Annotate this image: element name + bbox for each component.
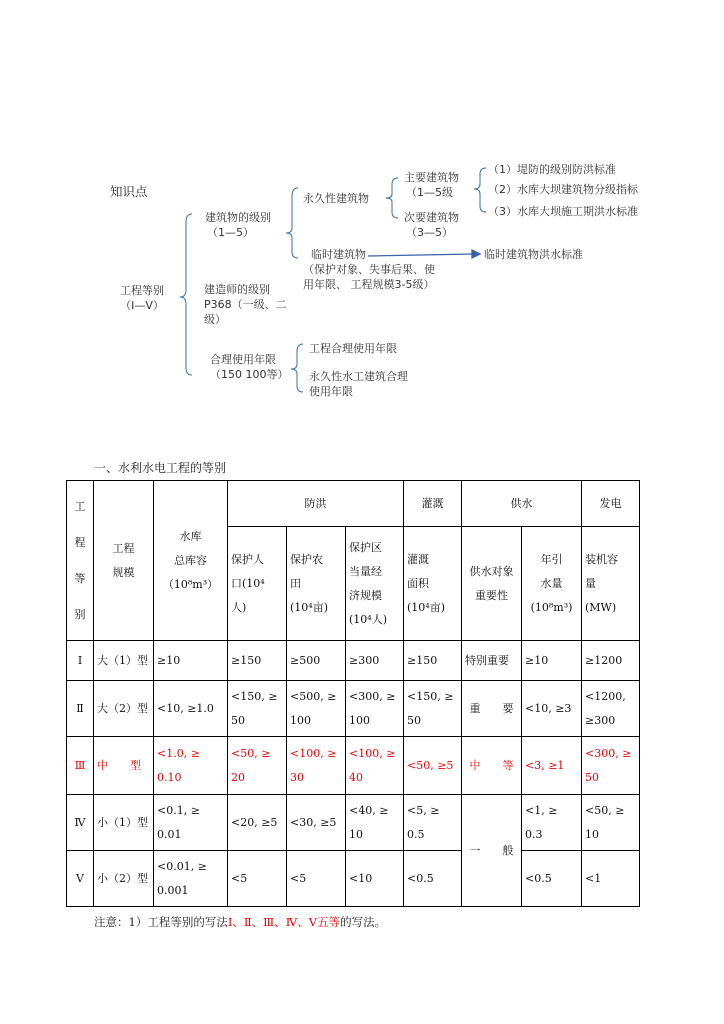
sub-irrigation-area: 灌溉 面积 (10⁴亩) — [404, 527, 462, 641]
std-item-3: （3）水库大坝施工期洪水标准 — [488, 205, 638, 218]
sub-protect-econ: 保护区 当量经 济规模 (10⁴人) — [346, 527, 404, 641]
table-row: Ⅰ 大（1）型 ≥10 ≥150 ≥500 ≥300 ≥150 特别重要 ≥10 ≥1200 — [67, 641, 640, 681]
header-reservoir: 水库 总库容 （10⁸m³） — [154, 481, 228, 641]
section-title: 一、水利水电工程的等别 — [94, 461, 227, 475]
header-scale: 工程 规模 — [94, 481, 154, 641]
sub-protect-pop: 保护人 口(10⁴ 人) — [228, 527, 287, 641]
sub-supply-object: 供水对象 重要性 — [462, 527, 522, 641]
sub-annual-water: 年引 水量 (10⁸m³) — [522, 527, 582, 641]
node-permanent-life: 永久性水工建筑合理 使用年限 — [309, 370, 408, 398]
header-grade: 工 程 等 别 — [67, 481, 94, 641]
std-item-1: （1）堤防的级别防洪标准 — [488, 163, 616, 176]
node-project-life: 工程合理使用年限 — [309, 342, 397, 355]
note-highlight: Ⅰ、Ⅱ、Ⅲ、Ⅳ、Ⅴ五等 — [227, 915, 341, 929]
node-building-grade: 建筑物的级别 （1—5） — [205, 211, 271, 239]
header-supply: 供水 — [462, 481, 582, 527]
root-node: 工程等别 （Ⅰ—Ⅴ） — [120, 284, 164, 312]
header-irrigation: 灌溉 — [404, 481, 462, 527]
table-row: Ⅴ 小（2）型 <0.01, ≥ 0.001 <5 <5 <10 <0.5 <0.5 <1 — [67, 851, 640, 907]
sub-protect-farm: 保护农 田 (10⁴亩) — [287, 527, 346, 641]
node-permanent: 永久性建筑物 — [303, 192, 369, 205]
note: 注意：1）工程等别的写法Ⅰ、Ⅱ、Ⅲ、Ⅳ、Ⅴ五等的写法。 — [94, 915, 387, 929]
header-flood: 防洪 — [228, 481, 404, 527]
table-header-row — [67, 481, 640, 527]
grade-table — [66, 480, 640, 907]
mindmap-title: 知识点 — [110, 184, 148, 199]
table-row: Ⅱ 大（2）型 <10, ≥1.0 <150, ≥ 50 <500, ≥ 100 <300, ≥ 100 <150, ≥ 50 重 要 <10, ≥3 <1200, ≥300 — [67, 681, 640, 737]
table-row: Ⅲ 中 型 <1.0, ≥ 0.10 <50, ≥ 20 <100, ≥ 30 <100, ≥ 40 <50, ≥5 中 等 <3, ≥1 <300, ≥ 50 — [67, 737, 640, 795]
node-secondary-building: 次要建筑物 （3—5） — [404, 211, 459, 239]
std-item-2: （2）水库大坝建筑物分级指标 — [488, 183, 638, 196]
node-service-life: 合理使用年限 （150 100等） — [210, 353, 289, 381]
table-row: Ⅳ 小（1）型 <0.1, ≥ 0.01 <20, ≥5 <30, ≥5 <40, ≥ 10 <5, ≥ 0.5 一 般 <1, ≥ 0.3 <50, ≥ 10 — [67, 795, 640, 851]
header-power: 发电 — [582, 481, 640, 527]
node-temp-flood-standard: 临时建筑物洪水标准 — [484, 248, 583, 261]
node-constructor-grade: 建造师的级别 P368（一级、二 级） — [204, 283, 287, 326]
sub-capacity: 装机容 量 (MW) — [582, 527, 640, 641]
node-main-building: 主要建筑物 （1—5级 — [404, 171, 459, 199]
node-temporary: 临时建筑物 （保护对象、失事后果、使 用年限、 工程规模3-5级） — [303, 248, 435, 291]
